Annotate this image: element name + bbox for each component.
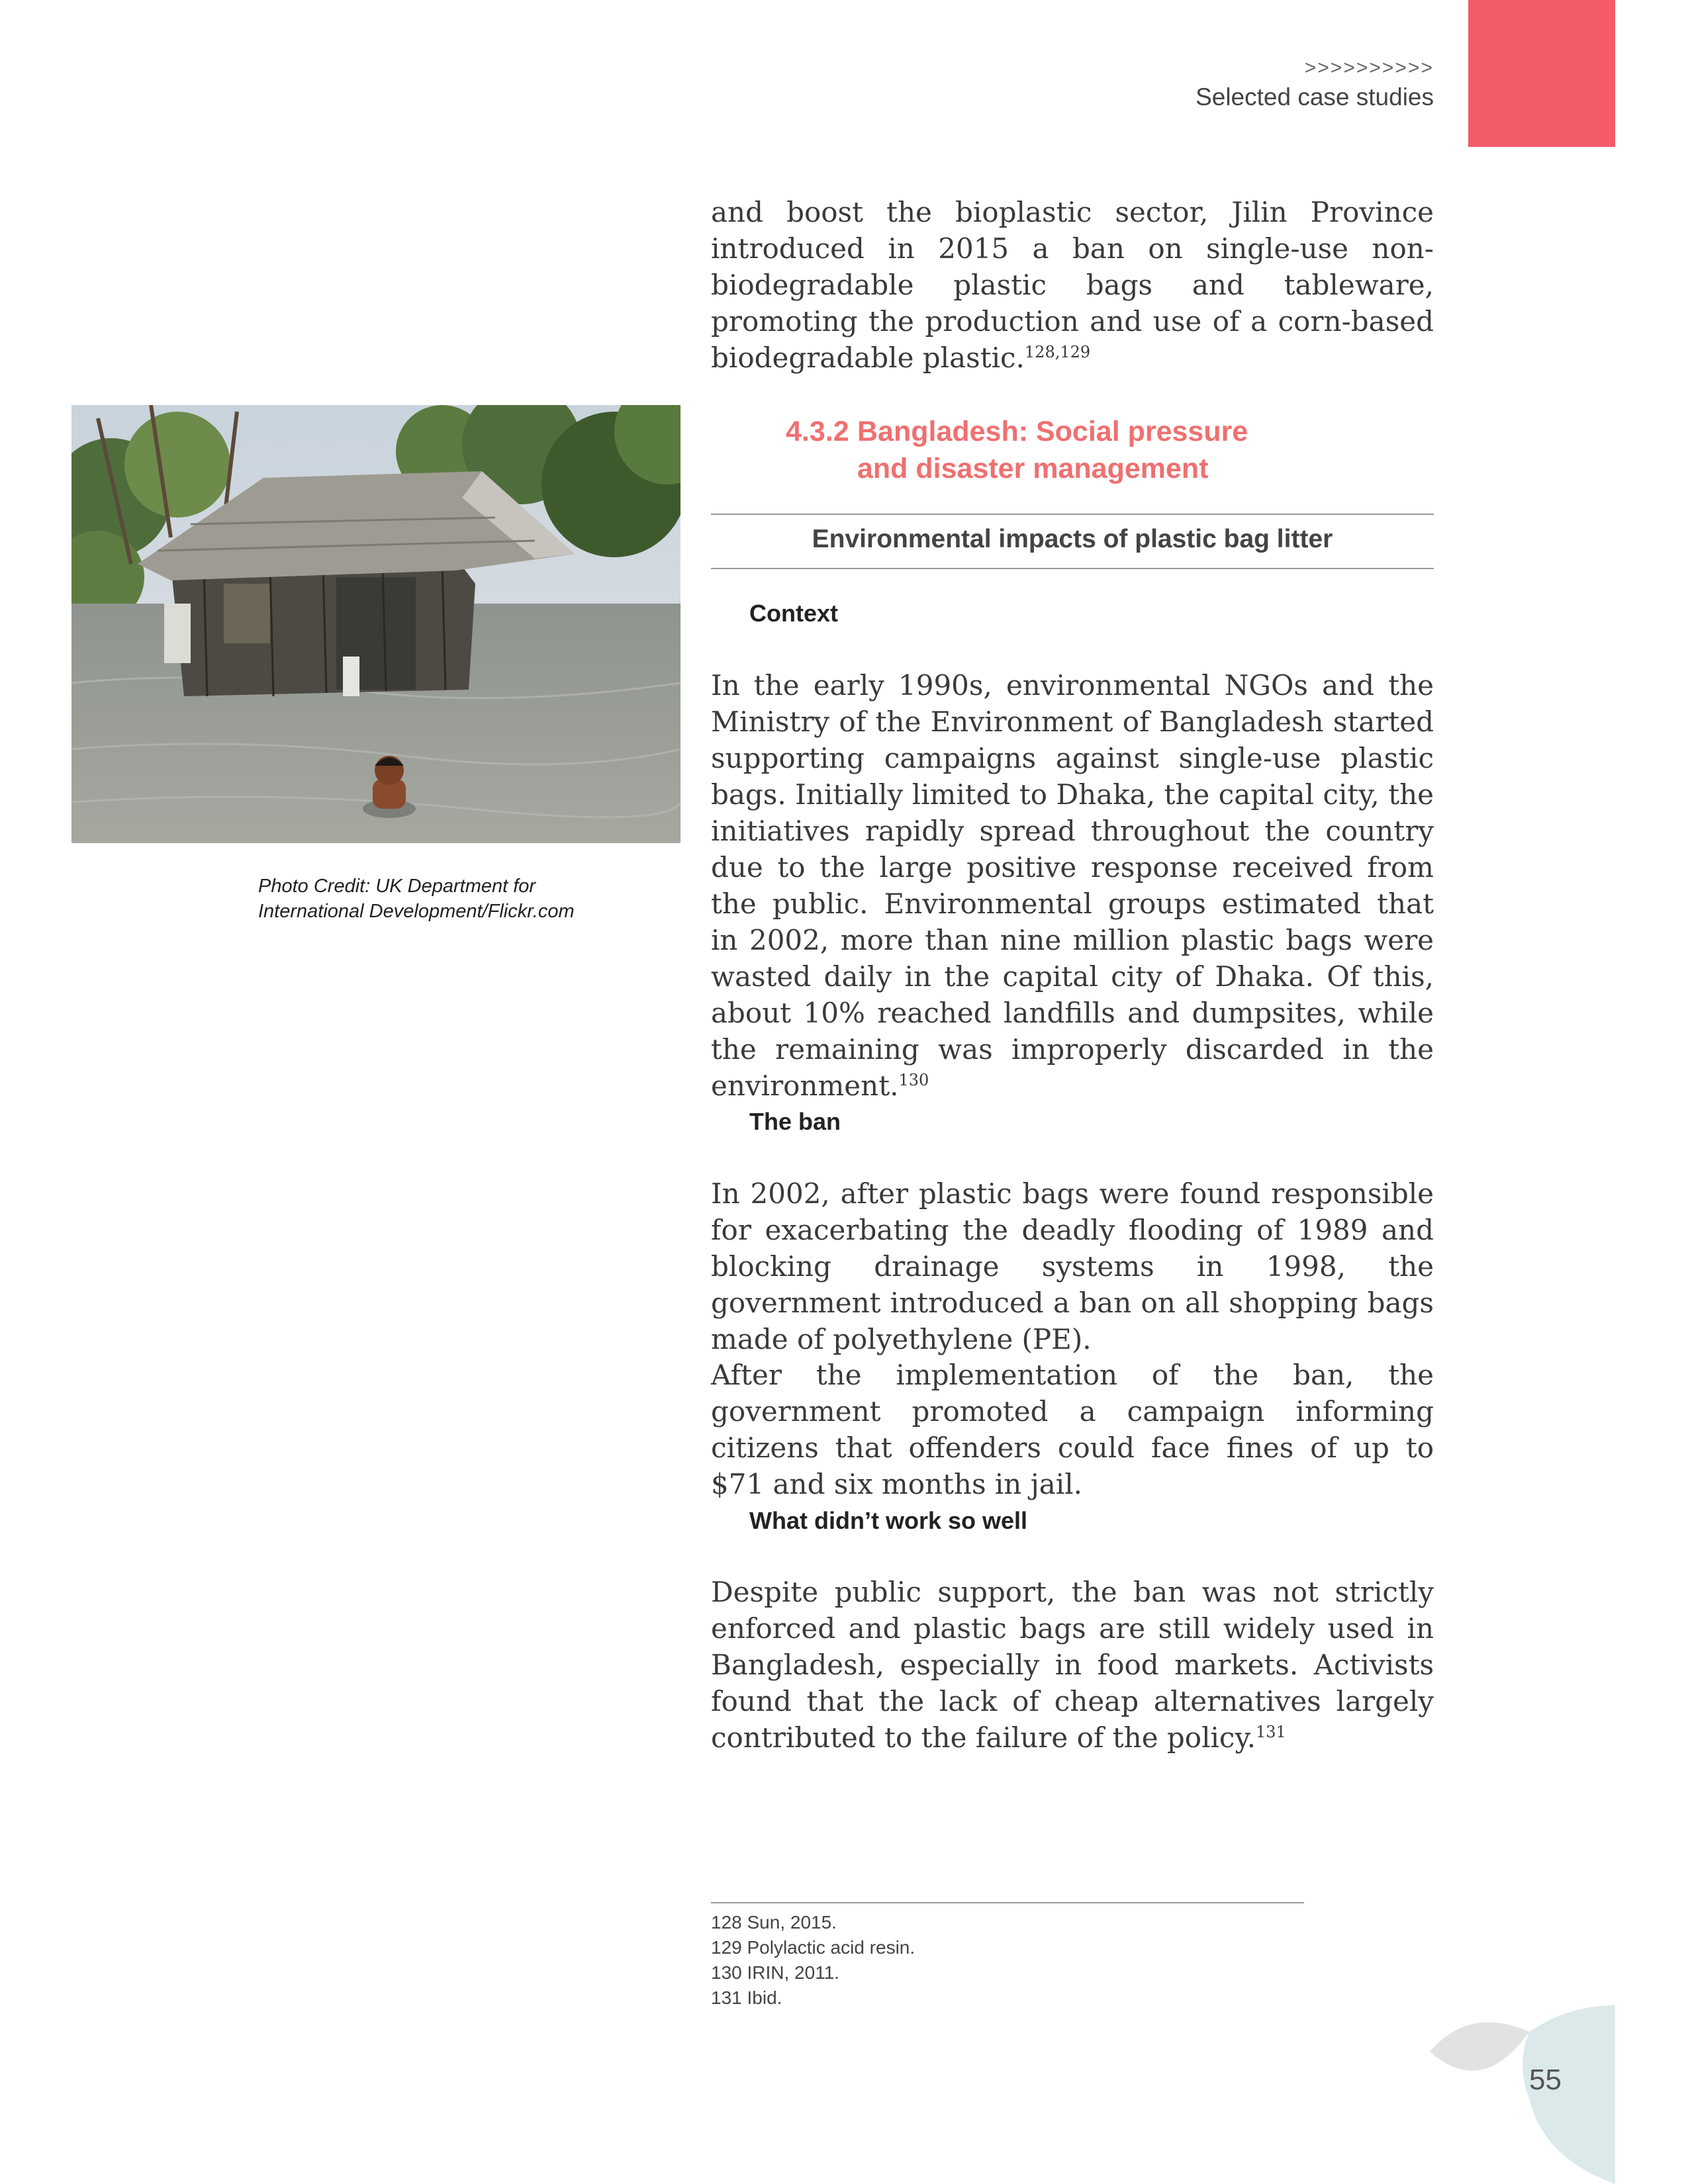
footnotes [711,1910,915,2011]
section-title-line-2: and disaster management [857,453,1209,484]
header-arrows: >>>>>>>>>> [1304,57,1434,79]
issues-block [711,1574,1434,1756]
section-title-line-1: Bangladesh: Social pressure [857,416,1248,447]
running-header-section: Selected case studies [1196,83,1434,111]
issues-paragraph: Despite public support, the ban was not strictly enforced and plastic bags are still widely used in Bangladesh, especially in food markets. Activists found that the lack of cheap alternatives largely contributed to the failure of the policy.$^{131}$ [711,1576,1434,1754]
footnote-item: 128 Sun, 2015. [711,1912,837,1933]
photo-caption-line-1: Photo Credit: UK Department for [258,876,536,897]
intro-paragraph: and boost the bioplastic sector, Jilin Province introduced in 2015 a ban on single-use non-biodegradable plastic bags and tableware, promoting the production and use of a corn-based biodegradable plastic.$^{128,129}$ [711,196,1434,374]
footnote-rule [711,1902,1304,1903]
issues-heading: What didn’t work so well [749,1507,1028,1534]
ban-paragraph-2: After the implementation of the ban, the government promoted a campaign informing citizens that offenders could face fines of up to $71 and six months in jail. [711,1359,1434,1500]
footnote-ref: 128,129 [1024,343,1091,361]
intro-paragraph-block [711,194,1434,376]
ban-block-2 [711,1357,1434,1502]
ban-paragraph-1: In 2002, after plastic bags were found responsible for exacerbating the deadly flooding of 1989 and blocking drainage systems in 1998, the government introduced a ban on all shopping bags made of polyethylene (PE). [711,1177,1434,1355]
section-number: 4.3.2 [786,416,849,447]
context-block [711,667,1434,1104]
page-number: 55 [1529,2064,1562,2096]
page-number-decoration [1430,2005,1622,2184]
footnote-item: 131 Ibid. [711,1987,782,2008]
footnote-ref: 131 [1255,1723,1286,1741]
footnote-ref: 130 [898,1071,929,1089]
box-title: Environmental impacts of plastic bag litter [812,525,1333,553]
photo-caption-line-2: International Development/Flickr.com [258,901,575,922]
box-bottom-rule [711,568,1434,569]
photo-caption [258,874,669,924]
footnote-item: 130 IRIN, 2011. [711,1962,840,1983]
ban-heading: The ban [749,1108,841,1135]
context-paragraph: In the early 1990s, environmental NGOs and the Ministry of the Environment of Bangladesh started supporting campaigns against single-use plastic bags. Initially limited to Dhaka, the capital city, the initiatives rapidly spread throughout the country due to the large positive response received from the public. Environmental groups estimated that in 2002, more than nine million plastic bags were wasted daily in the capital city of Dhaka. Of this, about 10% reached landfills and dumpsites, while the remaining was improperly discarded in the environment.$^{130}$ [711,669,1434,1102]
ban-block [711,1175,1434,1357]
context-heading: Context [749,600,838,627]
section-heading [786,413,1434,487]
corner-accent-block [1468,0,1615,147]
flood-photo [71,405,680,843]
footnote-item: 129 Polylactic acid resin. [711,1937,915,1958]
box-top-rule [711,514,1434,515]
